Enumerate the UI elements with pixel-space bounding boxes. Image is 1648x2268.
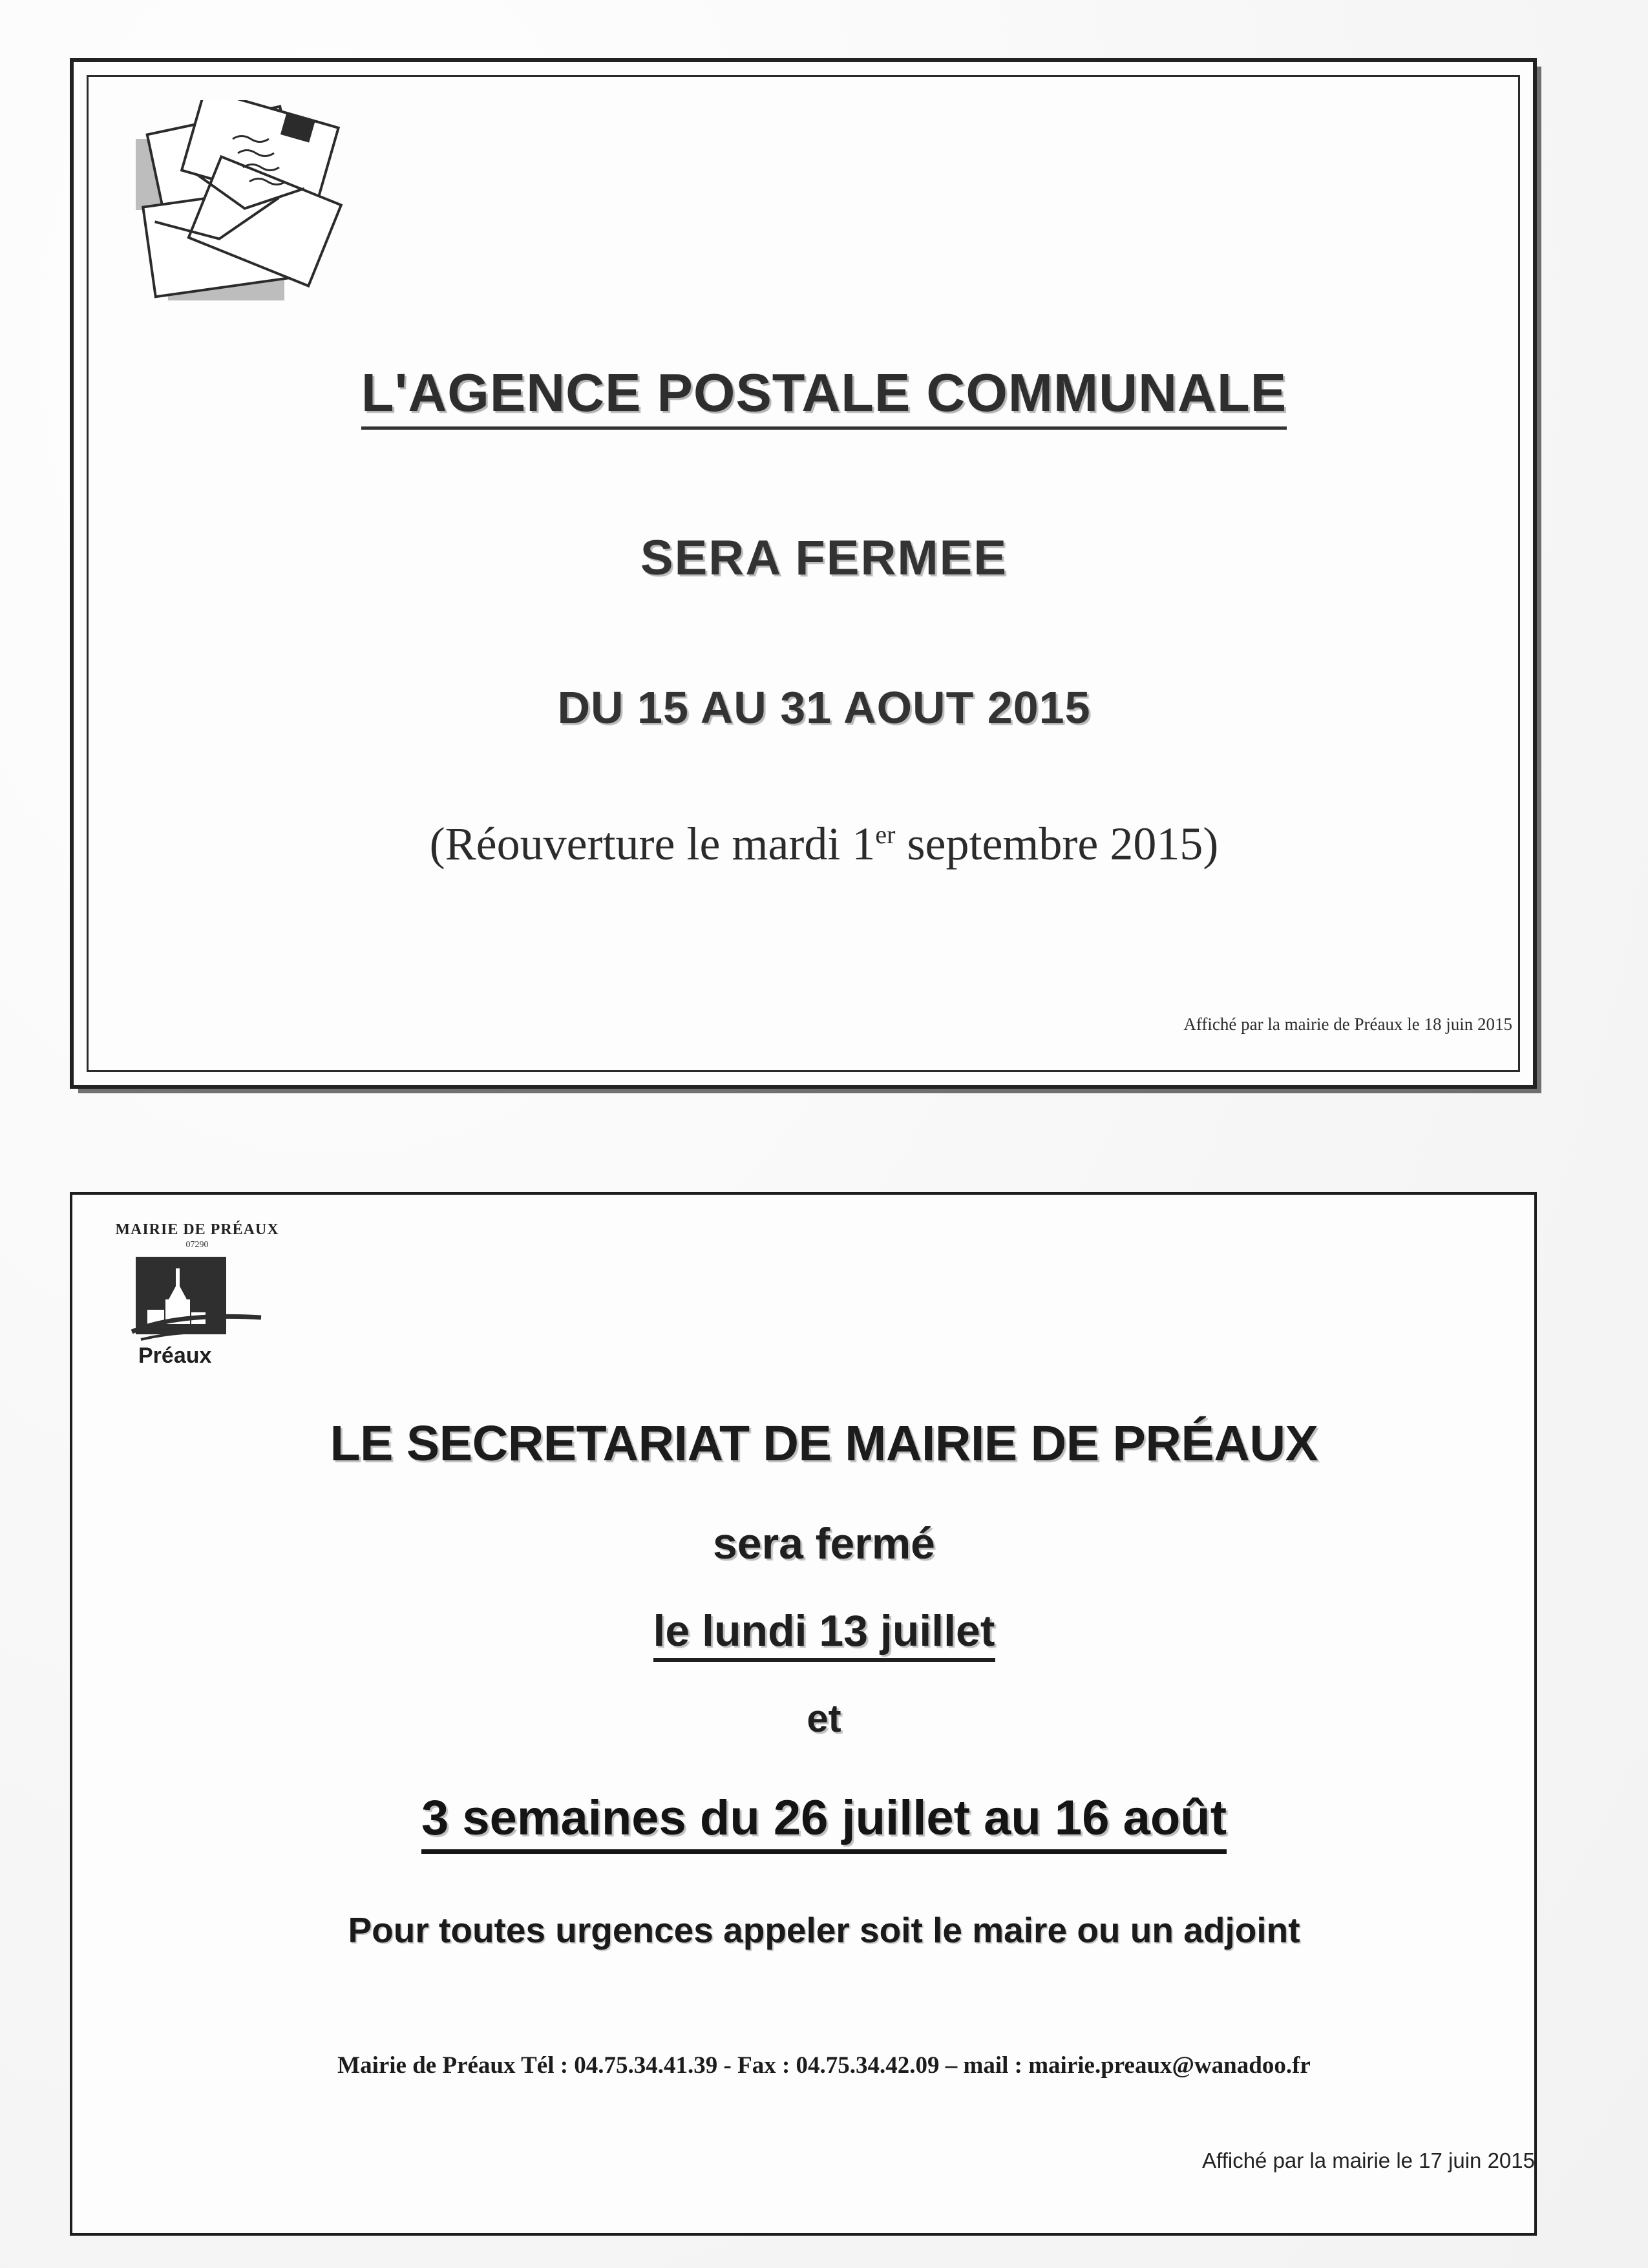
letters-envelopes-icon [129,100,407,320]
notice-postal-line2: SERA FERMEE [640,530,1008,585]
reopening-suffix: septembre 2015) [895,818,1219,870]
logo-postal-code: 07290 [185,1240,209,1250]
notice-postal-line3: DU 15 AU 31 AOUT 2015 [557,682,1091,733]
logo-mark [128,1254,267,1367]
notice-title-postal-text: L'AGENCE POSTALE COMMUNALE [361,362,1287,430]
notice-mairie-line3 [0,1606,1648,1656]
notice-postal-reopening [0,817,1648,871]
reopening-prefix: (Réouverture le mardi 1 [429,818,876,870]
notice-mairie-footer: Affiché par la mairie le 17 juin 2015 [1202,2148,1535,2172]
notice-mairie-line5-text: 3 semaines du 26 juillet au 16 août [421,1790,1227,1854]
logo-title: MAIRIE DE PRÉAUX [115,1221,279,1238]
notice-mairie-emergency: Pour toutes urgences appeler soit le maire ou un adjoint [348,1910,1300,1950]
preaux-village-logo-icon [110,1221,284,1396]
reopening-ordinal: er [875,820,896,849]
notice-mairie-line5 [0,1790,1648,1846]
notice-mairie-contact: Mairie de Préaux Tél : 04.75.34.41.39 - Fax : 04.75.34.42.09 – mail : mairie.preaux@wanadoo.fr [337,2052,1311,2079]
notice-title-mairie: LE SECRETARIAT DE MAIRIE DE PRÉAUX [330,1416,1318,1471]
notice-title-postal [0,362,1648,424]
notice-postal-footer: Affiché par la mairie de Préaux le 18 juin 2015 [1183,1014,1512,1034]
notice-mairie-line4: et [807,1697,841,1740]
svg-text:Préaux: Préaux [138,1343,211,1367]
notice-mairie-line3-text: le lundi 13 juillet [653,1606,995,1662]
notice-mairie-line2: sera fermé [712,1519,936,1568]
